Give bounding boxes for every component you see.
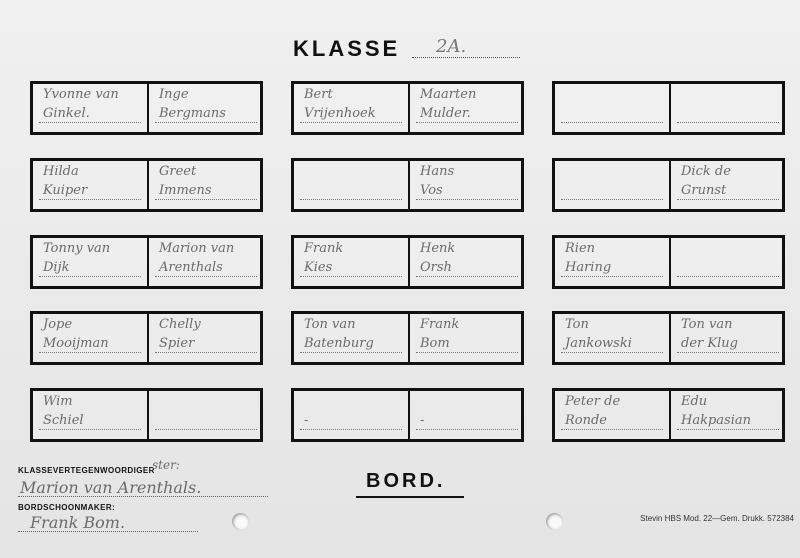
desk (552, 81, 785, 135)
desk (552, 311, 785, 365)
student-first-name: Inge (159, 87, 189, 102)
seat-dotted-line (155, 276, 257, 277)
student-last-name: - (304, 413, 309, 428)
seat-dotted-line (677, 429, 779, 430)
seat-dotted-line (155, 429, 257, 430)
student-last-name: der Klug (681, 336, 738, 351)
seat-right (410, 161, 524, 209)
board-underline (356, 496, 464, 498)
student-first-name: Tonny van (43, 241, 111, 256)
seat-right (149, 391, 263, 439)
seat-dotted-line (677, 122, 779, 123)
student-last-name: Dijk (43, 260, 70, 275)
seat-left (33, 391, 147, 439)
seat-left (555, 391, 669, 439)
desk (291, 158, 524, 212)
desk (552, 235, 785, 289)
seat-left (294, 314, 408, 362)
student-last-name: Kies (304, 260, 333, 275)
student-first-name: Frank (420, 317, 460, 332)
student-first-name: Dick de (681, 164, 731, 179)
desk (30, 388, 263, 442)
representative-dotted-line (18, 496, 268, 497)
student-last-name: - (420, 413, 425, 428)
seat-dotted-line (300, 122, 402, 123)
student-last-name: Schiel (43, 413, 84, 428)
seat-right (671, 391, 785, 439)
seat-right (671, 238, 785, 286)
seat-dotted-line (300, 429, 402, 430)
student-last-name: Immens (159, 183, 212, 198)
seat-dotted-line (561, 276, 663, 277)
seat-dotted-line (561, 122, 663, 123)
seat-right (149, 238, 263, 286)
student-first-name: Hans (420, 164, 455, 179)
seat-left (294, 84, 408, 132)
seat-left (555, 238, 669, 286)
seat-dotted-line (39, 122, 141, 123)
seat-dotted-line (39, 276, 141, 277)
student-last-name: Ginkel. (43, 106, 90, 121)
student-first-name: Marion van (159, 241, 235, 256)
desk (30, 81, 263, 135)
seat-right (410, 238, 524, 286)
seat-left (294, 391, 408, 439)
representative-overwritten: ster: (152, 458, 180, 472)
seat-dotted-line (300, 276, 402, 277)
board-cleaner-label: BORDSCHOONMAKER: (18, 503, 116, 512)
seat-left (33, 161, 147, 209)
seat-dotted-line (39, 429, 141, 430)
student-last-name: Arenthals (159, 260, 223, 275)
seat-right (149, 84, 263, 132)
student-first-name: Bert (304, 87, 333, 102)
student-last-name: Batenburg (304, 336, 374, 351)
student-last-name: Bergmans (159, 106, 226, 121)
student-first-name: Maarten (420, 87, 477, 102)
desk (291, 235, 524, 289)
student-last-name: Hakpasian (681, 413, 751, 428)
seat-left (294, 161, 408, 209)
student-first-name: Ton (565, 317, 589, 332)
student-first-name: Ton van (304, 317, 356, 332)
student-last-name: Mulder. (420, 106, 471, 121)
student-last-name: Vrijenhoek (304, 106, 376, 121)
student-last-name: Spier (159, 336, 195, 351)
seat-dotted-line (416, 352, 518, 353)
seat-dotted-line (677, 199, 779, 200)
desk (552, 388, 785, 442)
seat-dotted-line (677, 352, 779, 353)
seat-dotted-line (416, 429, 518, 430)
representative-name: Marion van Arenthals. (20, 478, 202, 497)
seat-left (33, 238, 147, 286)
seat-right (149, 161, 263, 209)
seat-dotted-line (416, 199, 518, 200)
seat-dotted-line (561, 352, 663, 353)
seat-left (33, 314, 147, 362)
seat-dotted-line (677, 276, 779, 277)
seat-dotted-line (300, 352, 402, 353)
seat-dotted-line (416, 276, 518, 277)
student-last-name: Ronde (565, 413, 608, 428)
student-first-name: Frank (304, 241, 344, 256)
board-cleaner-dotted-line (18, 531, 198, 532)
seat-right (671, 161, 785, 209)
student-last-name: Mooijman (43, 336, 109, 351)
student-last-name: Bom (420, 336, 450, 351)
seat-dotted-line (561, 429, 663, 430)
seat-dotted-line (561, 199, 663, 200)
student-first-name: Hilda (43, 164, 79, 179)
class-dotted-line (412, 57, 520, 58)
seat-dotted-line (416, 122, 518, 123)
desk (30, 158, 263, 212)
student-last-name: Kuiper (43, 183, 88, 198)
desk (30, 235, 263, 289)
board-label: BORD. (366, 470, 446, 492)
student-first-name: Edu (681, 394, 708, 409)
student-first-name: Wim (43, 394, 73, 409)
punch-hole-left (232, 513, 249, 530)
seat-dotted-line (155, 122, 257, 123)
student-first-name: Rien (565, 241, 596, 256)
seat-left (555, 161, 669, 209)
student-last-name: Vos (420, 183, 443, 198)
seat-right (410, 314, 524, 362)
board-cleaner-name: Frank Bom. (30, 513, 126, 532)
seat-right (410, 391, 524, 439)
seat-left (555, 84, 669, 132)
seat-right (671, 84, 785, 132)
seat-left (294, 238, 408, 286)
student-first-name: Henk (420, 241, 456, 256)
student-last-name: Orsh (420, 260, 452, 275)
punch-hole-right (546, 513, 563, 530)
desk (30, 311, 263, 365)
printer-imprint: Stevin HBS Mod. 22—Gem. Drukk. 572384 (640, 514, 794, 523)
seat-dotted-line (155, 352, 257, 353)
seat-left (33, 84, 147, 132)
student-first-name: Greet (159, 164, 197, 179)
seat-dotted-line (39, 199, 141, 200)
form-title: KLASSE (293, 36, 401, 61)
desk (552, 158, 785, 212)
desk (291, 81, 524, 135)
seat-right (410, 84, 524, 132)
seat-dotted-line (155, 199, 257, 200)
desk (291, 311, 524, 365)
representative-label: KLASSEVERTEGENWOORDIGER (18, 466, 155, 475)
seat-dotted-line (300, 199, 402, 200)
student-first-name: Peter de (565, 394, 621, 409)
student-first-name: Yvonne van (43, 87, 119, 102)
desk (291, 388, 524, 442)
student-first-name: Ton van (681, 317, 733, 332)
student-last-name: Haring (565, 260, 612, 275)
student-first-name: Jope (43, 317, 73, 332)
student-last-name: Jankowski (565, 336, 632, 351)
seat-right (671, 314, 785, 362)
class-value: 2A. (436, 36, 467, 57)
student-first-name: Chelly (159, 317, 201, 332)
student-last-name: Grunst (681, 183, 727, 198)
seat-right (149, 314, 263, 362)
seat-left (555, 314, 669, 362)
seat-dotted-line (39, 352, 141, 353)
